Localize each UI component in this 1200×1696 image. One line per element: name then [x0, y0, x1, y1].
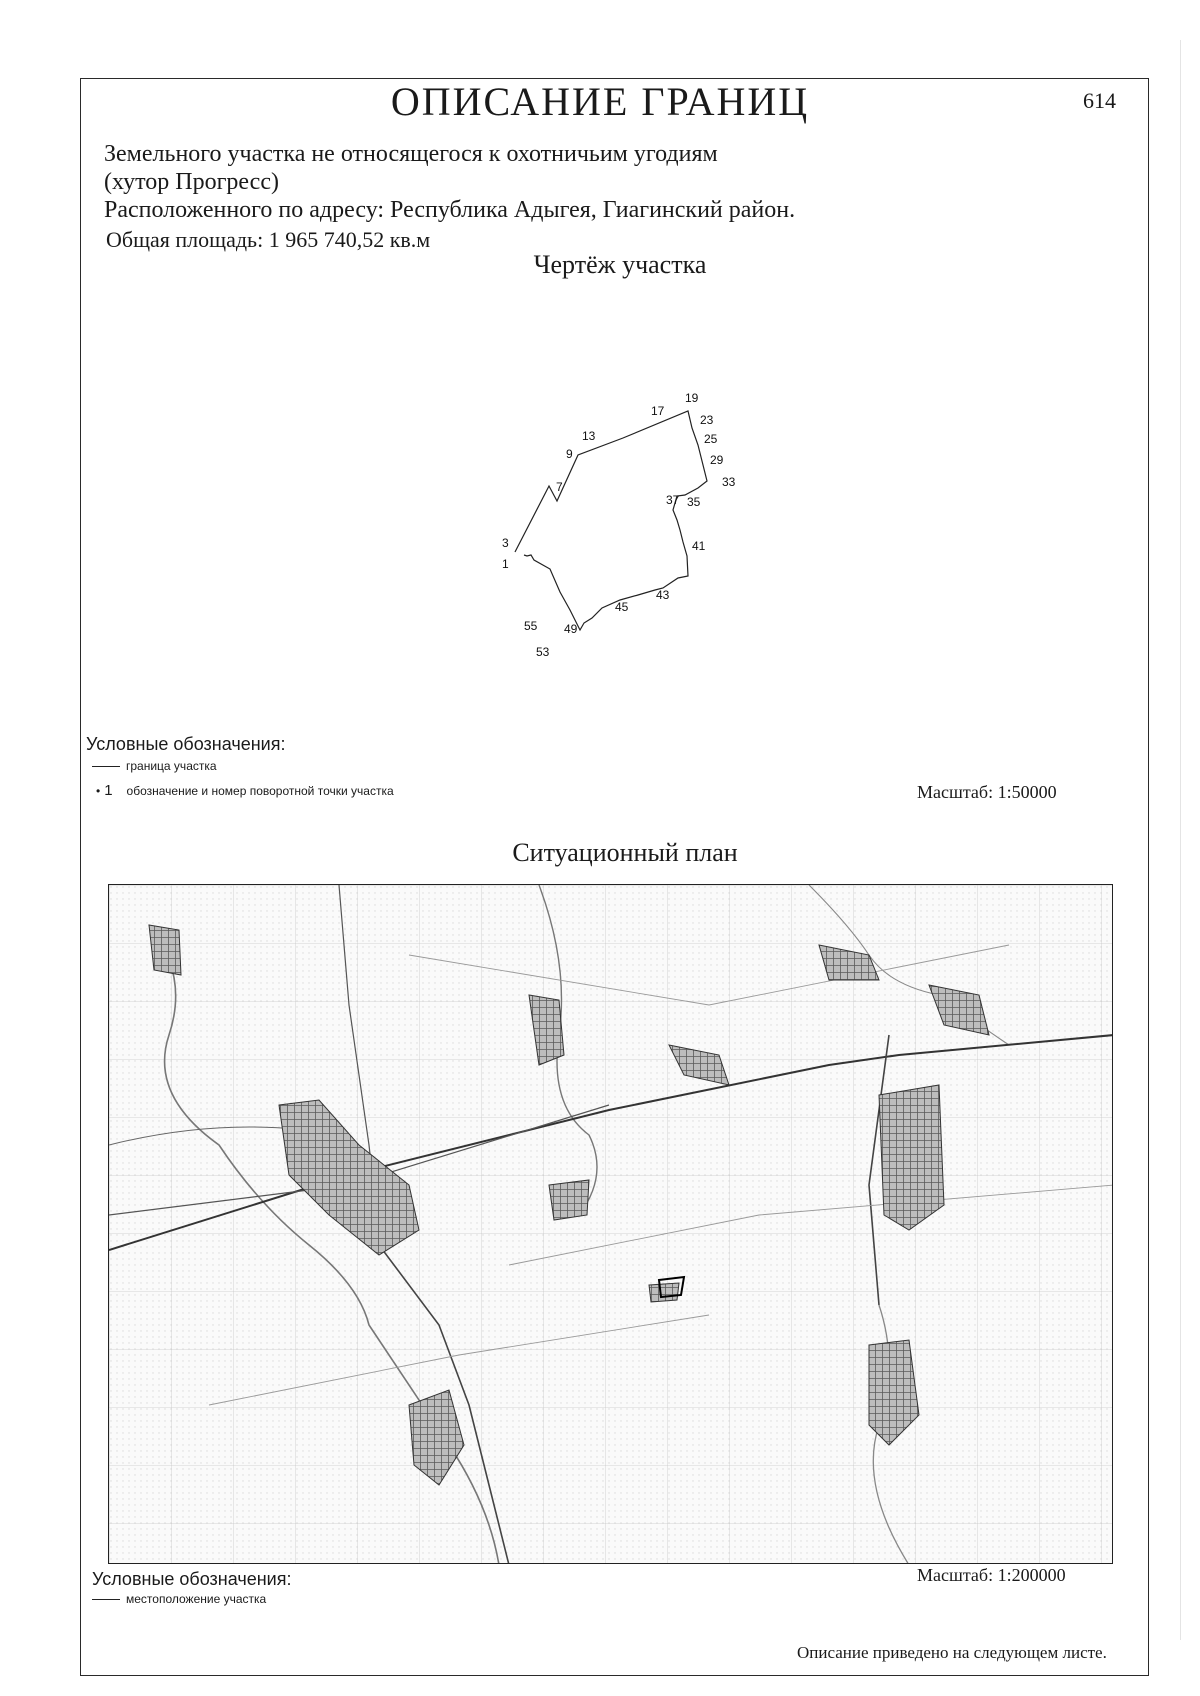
drawing-title: Чертёж участка [533, 250, 707, 279]
situation-plan-title: Ситуационный план [512, 838, 738, 867]
parcel-area: Общая площадь: 1 965 740,52 кв.м [106, 227, 431, 252]
drawing-legend-title: Условные обозначения: [86, 734, 286, 754]
point-label-7: 7 [556, 480, 563, 494]
legend-point-text: обозначение и номер поворотной точки участка [126, 784, 394, 798]
point-label-17: 17 [651, 404, 665, 418]
point-label-3: 3 [502, 536, 509, 550]
plan-legend-title: Условные обозначения: [92, 1569, 292, 1589]
legend-boundary-text: граница участка [126, 759, 217, 773]
parcel-description-line-1: Земельного участка не относящегося к охотничьим угодиям [104, 141, 718, 167]
parcel-address: Расположенного по адресу: Республика Адыгея, Гиагинский район. [104, 197, 796, 223]
point-label-1: 1 [502, 557, 509, 571]
point-label-55: 55 [524, 619, 538, 633]
point-label-25: 25 [704, 432, 718, 446]
parcel-description-line-2: (хутор Прогресс) [104, 169, 279, 195]
point-label-53: 53 [536, 645, 550, 659]
point-label-45: 45 [615, 600, 629, 614]
legend-location-text: местоположение участка [126, 1592, 267, 1606]
point-label-43: 43 [656, 588, 670, 602]
parcel-boundary-drawing [480, 380, 760, 670]
parcel-boundary-line [515, 411, 707, 630]
legend-boundary [92, 759, 217, 773]
drawing-scale: Масштаб: 1:50000 [917, 782, 1057, 802]
footer-note: Описание приведено на следующем листе. [797, 1643, 1107, 1662]
legend-location [92, 1592, 266, 1606]
page-title: ОПИСАНИЕ ГРАНИЦ [390, 79, 810, 124]
point-label-13: 13 [582, 429, 596, 443]
boundary-line-symbol [92, 766, 120, 767]
legend-point-number: 1 [104, 782, 113, 799]
situation-plan-map [108, 884, 1113, 1564]
point-label-41: 41 [692, 539, 706, 553]
point-label-35: 35 [687, 495, 701, 509]
topographic-map-graphic [109, 885, 1113, 1564]
point-label-33: 33 [722, 475, 736, 489]
plan-scale: Масштаб: 1:200000 [917, 1565, 1066, 1585]
location-line-symbol [92, 1599, 120, 1600]
point-label-37: 37 [666, 493, 680, 507]
point-label-29: 29 [710, 453, 724, 467]
point-label-23: 23 [700, 413, 714, 427]
point-label-19: 19 [685, 391, 699, 405]
point-label-9: 9 [566, 447, 573, 461]
point-bullet-icon: • [96, 784, 101, 798]
legend-turning-point [96, 782, 394, 799]
sheet-number: 614 [1083, 88, 1116, 113]
point-label-49: 49 [564, 622, 578, 636]
